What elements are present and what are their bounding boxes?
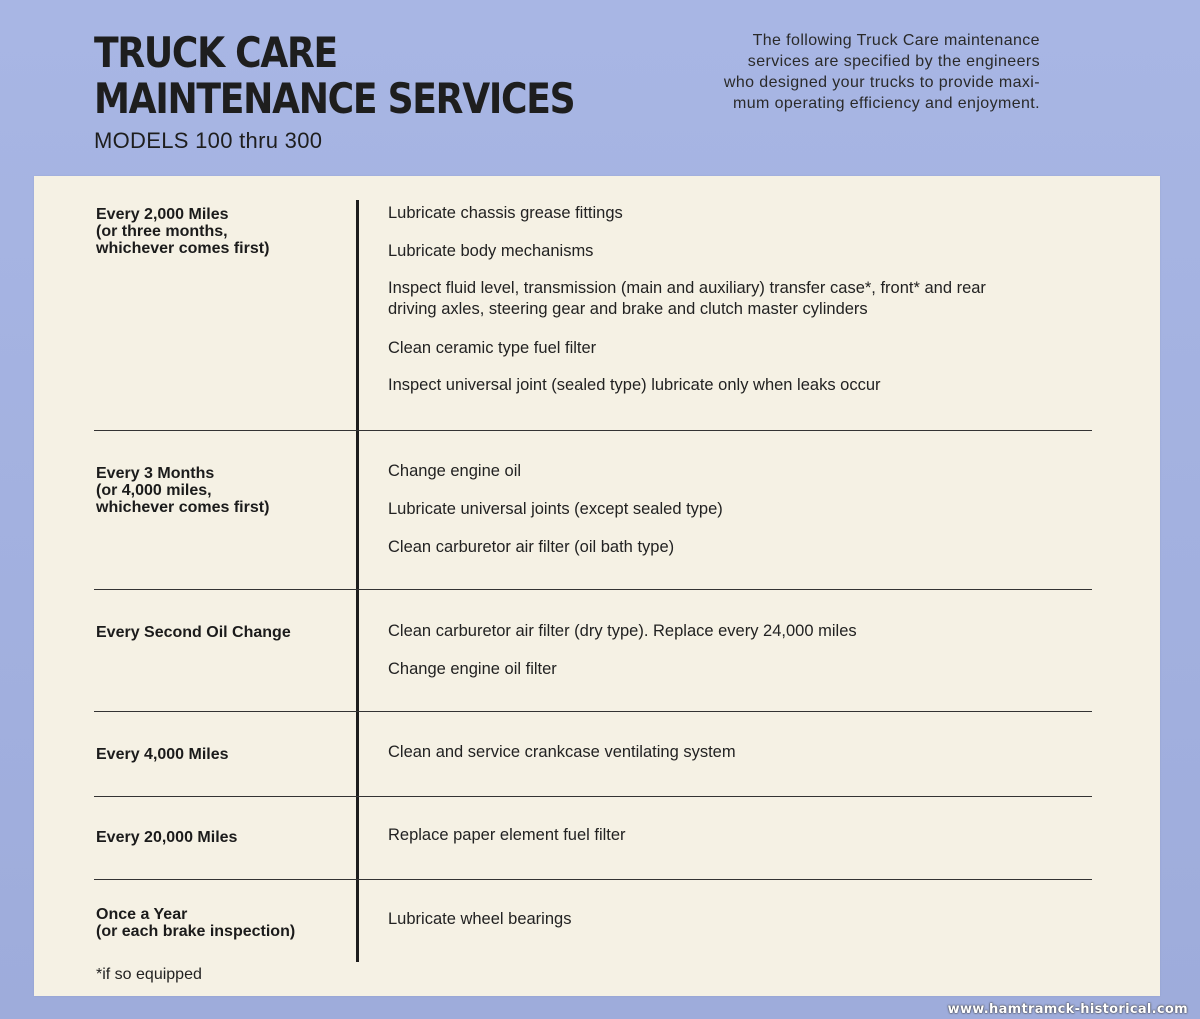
- interval-label: [96, 906, 336, 940]
- task-item: Lubricate universal joints (except sealed type): [388, 500, 723, 518]
- schedule-panel: [34, 176, 1160, 996]
- interval-label: [96, 465, 336, 516]
- column-divider: [356, 200, 359, 962]
- interval-line: Every 20,000 Miles: [96, 829, 238, 846]
- row-divider: [94, 879, 1092, 880]
- task-item: Clean ceramic type fuel filter: [388, 339, 597, 357]
- page-title-line-1: TRUCK CARE: [94, 28, 337, 77]
- task-item: Clean carburetor air filter (oil bath type): [388, 538, 675, 556]
- row-divider: [94, 589, 1092, 590]
- intro-line: who designed your trucks to provide maxi-: [723, 74, 1040, 91]
- page-subtitle: MODELS 100 thru 300: [94, 128, 323, 153]
- watermark: www.hamtramck-historical.com: [947, 1002, 1188, 1017]
- task-item: Lubricate chassis grease fittings: [388, 204, 623, 222]
- interval-label: [96, 624, 336, 641]
- interval-line: whichever comes first): [96, 240, 270, 257]
- interval-label: [96, 206, 336, 257]
- task-item: Clean carburetor air filter (dry type). Replace every 24,000 miles: [388, 622, 857, 640]
- task-item: Change engine oil filter: [388, 660, 557, 678]
- task-item: Replace paper element fuel filter: [388, 826, 626, 844]
- interval-line: Every 2,000 Miles: [96, 206, 229, 223]
- footnote: *if so equipped: [96, 966, 202, 983]
- interval-line: Every 3 Months: [96, 465, 215, 482]
- row-divider: [94, 430, 1092, 431]
- intro-line: services are specified by the engineers: [747, 53, 1040, 70]
- row-divider: [94, 796, 1092, 797]
- intro-paragraph: [660, 30, 1040, 114]
- task-item: Change engine oil: [388, 462, 522, 480]
- title-block: [94, 30, 653, 154]
- interval-line: (or 4,000 miles,: [96, 482, 212, 499]
- task-item: Inspect fluid level, transmission (main and auxiliary) transfer case*, front* and rear driving axles, steering gear and brake and clutch master cylinders: [388, 279, 986, 318]
- interval-line: (or each brake inspection): [96, 923, 296, 940]
- intro-line: mum operating efficiency and enjoyment.: [732, 95, 1040, 112]
- task-item: Clean and service crankcase ventilating system: [388, 743, 736, 761]
- interval-label: [96, 746, 336, 763]
- interval-line: Every Second Oil Change: [96, 624, 291, 641]
- interval-label: [96, 829, 336, 846]
- page-title-line-2: MAINTENANCE SERVICES: [94, 74, 575, 123]
- row-divider: [94, 711, 1092, 712]
- interval-line: (or three months,: [96, 223, 228, 240]
- intro-line: The following Truck Care maintenance: [752, 32, 1040, 49]
- task-item: Lubricate wheel bearings: [388, 910, 572, 928]
- task-item: Lubricate body mechanisms: [388, 242, 594, 260]
- interval-line: whichever comes first): [96, 499, 270, 516]
- task-item: Inspect universal joint (sealed type) lubricate only when leaks occur: [388, 376, 881, 394]
- interval-line: Every 4,000 Miles: [96, 746, 229, 763]
- interval-line: Once a Year: [96, 906, 188, 923]
